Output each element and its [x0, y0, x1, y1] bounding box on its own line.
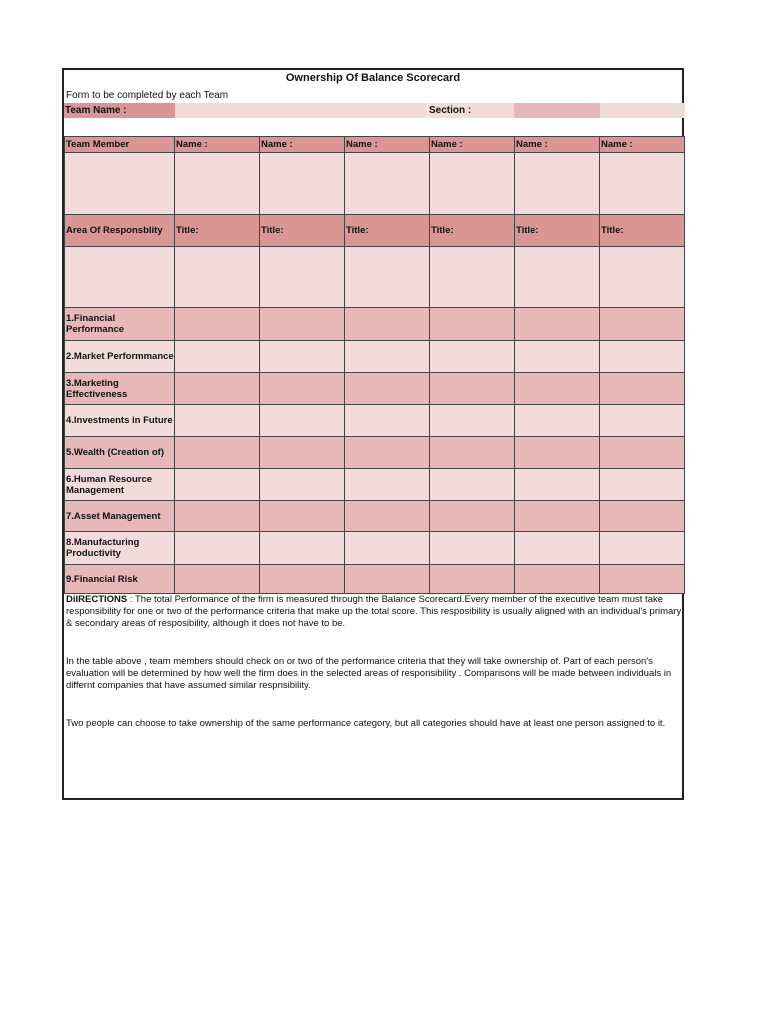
area-header-row [65, 215, 685, 247]
form-title: Ownership Of Balance Scorecard [285, 72, 461, 84]
member-name-cell-6[interactable] [600, 153, 685, 215]
name-header-2: Name : [260, 137, 345, 153]
criteria-7-checkbox-5[interactable] [515, 501, 600, 532]
name-header-3: Name : [345, 137, 430, 153]
criteria-7-checkbox-2[interactable] [260, 501, 345, 532]
title-entry-label-cell [65, 247, 175, 308]
ownership-table [64, 136, 685, 594]
name-header-4: Name : [430, 137, 515, 153]
criteria-8-checkbox-4[interactable] [430, 532, 515, 565]
directions [64, 594, 684, 756]
criteria-label-9: 9.Financial Risk [65, 565, 175, 594]
title-header-6: Title: [600, 215, 685, 247]
member-title-cell-1[interactable] [175, 247, 260, 308]
criteria-row-7 [65, 501, 685, 532]
title-header-2: Title: [260, 215, 345, 247]
team-name-label: Team Name : [64, 103, 175, 118]
directions-para-3: Two people can choose to take ownership of the same performance category, but all categories should have at least one person assigned to it. [66, 718, 666, 729]
criteria-row-1 [65, 308, 685, 341]
criteria-row-3 [65, 373, 685, 405]
criteria-9-checkbox-5[interactable] [515, 565, 600, 594]
section-field-a[interactable] [514, 103, 600, 118]
member-entry-row [65, 153, 685, 215]
criteria-7-checkbox-1[interactable] [175, 501, 260, 532]
member-name-cell-3[interactable] [345, 153, 430, 215]
criteria-7-checkbox-3[interactable] [345, 501, 430, 532]
criteria-4-checkbox-2[interactable] [260, 405, 345, 437]
name-header-6: Name : [600, 137, 685, 153]
criteria-6-checkbox-5[interactable] [515, 469, 600, 501]
criteria-3-checkbox-3[interactable] [345, 373, 430, 405]
criteria-8-checkbox-1[interactable] [175, 532, 260, 565]
criteria-8-checkbox-5[interactable] [515, 532, 600, 565]
title-header-4: Title: [430, 215, 515, 247]
criteria-6-checkbox-4[interactable] [430, 469, 515, 501]
member-name-cell-5[interactable] [515, 153, 600, 215]
member-entry-label-cell [65, 153, 175, 215]
section-label: Section : [428, 103, 514, 118]
criteria-2-checkbox-1[interactable] [175, 341, 260, 373]
member-title-cell-4[interactable] [430, 247, 515, 308]
title-entry-row [65, 247, 685, 308]
title-header-1: Title: [175, 215, 260, 247]
criteria-2-checkbox-3[interactable] [345, 341, 430, 373]
criteria-label-7: 7.Asset Management [65, 501, 175, 532]
criteria-row-9 [65, 565, 685, 594]
criteria-1-checkbox-2[interactable] [260, 308, 345, 341]
criteria-1-checkbox-3[interactable] [345, 308, 430, 341]
criteria-9-checkbox-4[interactable] [430, 565, 515, 594]
criteria-5-checkbox-5[interactable] [515, 437, 600, 469]
criteria-2-checkbox-5[interactable] [515, 341, 600, 373]
member-title-cell-5[interactable] [515, 247, 600, 308]
criteria-8-checkbox-2[interactable] [260, 532, 345, 565]
criteria-label-1: 1.Financial Performance [65, 308, 175, 341]
criteria-1-checkbox-5[interactable] [515, 308, 600, 341]
directions-heading: DiIRECTIONS [66, 594, 128, 605]
criteria-6-checkbox-1[interactable] [175, 469, 260, 501]
criteria-3-checkbox-6[interactable] [600, 373, 685, 405]
title-header-5: Title: [515, 215, 600, 247]
criteria-6-checkbox-6[interactable] [600, 469, 685, 501]
criteria-label-6: 6.Human Resource Management [65, 469, 175, 501]
criteria-7-checkbox-4[interactable] [430, 501, 515, 532]
criteria-label-8: 8.Manufacturing Productivity [65, 532, 175, 565]
criteria-2-checkbox-6[interactable] [600, 341, 685, 373]
criteria-label-4: 4.Investments in Future [65, 405, 175, 437]
team-name-field[interactable] [175, 103, 427, 118]
criteria-label-3: 3.Marketing Effectiveness [65, 373, 175, 405]
criteria-row-8 [65, 532, 685, 565]
criteria-5-checkbox-6[interactable] [600, 437, 685, 469]
criteria-9-checkbox-3[interactable] [345, 565, 430, 594]
criteria-5-checkbox-4[interactable] [430, 437, 515, 469]
member-title-cell-6[interactable] [600, 247, 685, 308]
criteria-2-checkbox-2[interactable] [260, 341, 345, 373]
criteria-8-checkbox-3[interactable] [345, 532, 430, 565]
criteria-6-checkbox-3[interactable] [345, 469, 430, 501]
directions-text-1: : The total Performance of the firm is measured through the Balance Scorecard.Every member of the executive team must take responsibility for one or two of the performance criteria that make up the total score. This resposibility is usually aligned with an individual's primary & secondary areas of resposibility, although it does not have to be. [66, 594, 682, 629]
member-title-cell-3[interactable] [345, 247, 430, 308]
form-subtitle: Form to be completed by each Team [66, 90, 229, 101]
team-member-header: Team Member [65, 137, 175, 153]
name-header-5: Name : [515, 137, 600, 153]
member-name-cell-2[interactable] [260, 153, 345, 215]
criteria-6-checkbox-2[interactable] [260, 469, 345, 501]
section-field-b[interactable] [600, 103, 685, 118]
criteria-5-checkbox-2[interactable] [260, 437, 345, 469]
area-responsibility-header: Area Of Responsblity [65, 215, 175, 247]
criteria-label-2: 2.Market Performmance [65, 341, 175, 373]
member-title-cell-2[interactable] [260, 247, 345, 308]
member-name-cell-1[interactable] [175, 153, 260, 215]
criteria-row-2 [65, 341, 685, 373]
criteria-1-checkbox-1[interactable] [175, 308, 260, 341]
criteria-1-checkbox-4[interactable] [430, 308, 515, 341]
criteria-3-checkbox-4[interactable] [430, 373, 515, 405]
criteria-8-checkbox-6[interactable] [600, 532, 685, 565]
criteria-9-checkbox-1[interactable] [175, 565, 260, 594]
criteria-9-checkbox-6[interactable] [600, 565, 685, 594]
scorecard-form [62, 68, 684, 800]
criteria-9-checkbox-2[interactable] [260, 565, 345, 594]
criteria-4-checkbox-5[interactable] [515, 405, 600, 437]
criteria-2-checkbox-4[interactable] [430, 341, 515, 373]
criteria-row-4 [65, 405, 685, 437]
criteria-4-checkbox-3[interactable] [345, 405, 430, 437]
title-header-3: Title: [345, 215, 430, 247]
criteria-1-checkbox-6[interactable] [600, 308, 685, 341]
criteria-3-checkbox-1[interactable] [175, 373, 260, 405]
member-name-cell-4[interactable] [430, 153, 515, 215]
criteria-4-checkbox-1[interactable] [175, 405, 260, 437]
criteria-4-checkbox-4[interactable] [430, 405, 515, 437]
criteria-5-checkbox-1[interactable] [175, 437, 260, 469]
criteria-label-5: 5.Wealth (Creation of) [65, 437, 175, 469]
criteria-4-checkbox-6[interactable] [600, 405, 685, 437]
criteria-7-checkbox-6[interactable] [600, 501, 685, 532]
criteria-3-checkbox-2[interactable] [260, 373, 345, 405]
criteria-row-6 [65, 469, 685, 501]
name-header-1: Name : [175, 137, 260, 153]
criteria-row-5 [65, 437, 685, 469]
criteria-5-checkbox-3[interactable] [345, 437, 430, 469]
directions-para-1 [66, 594, 682, 630]
directions-para-2: In the table above , team members should check on or two of the performance criteria that they will take ownership of. Part of each person's evaluation will be determined by how well the firm does in the selected areas of responsibility . Comparisons will be made between individuals in differnt companies that have assumed similar respnsibility. [66, 656, 672, 691]
member-header-row [65, 137, 685, 153]
criteria-3-checkbox-5[interactable] [515, 373, 600, 405]
